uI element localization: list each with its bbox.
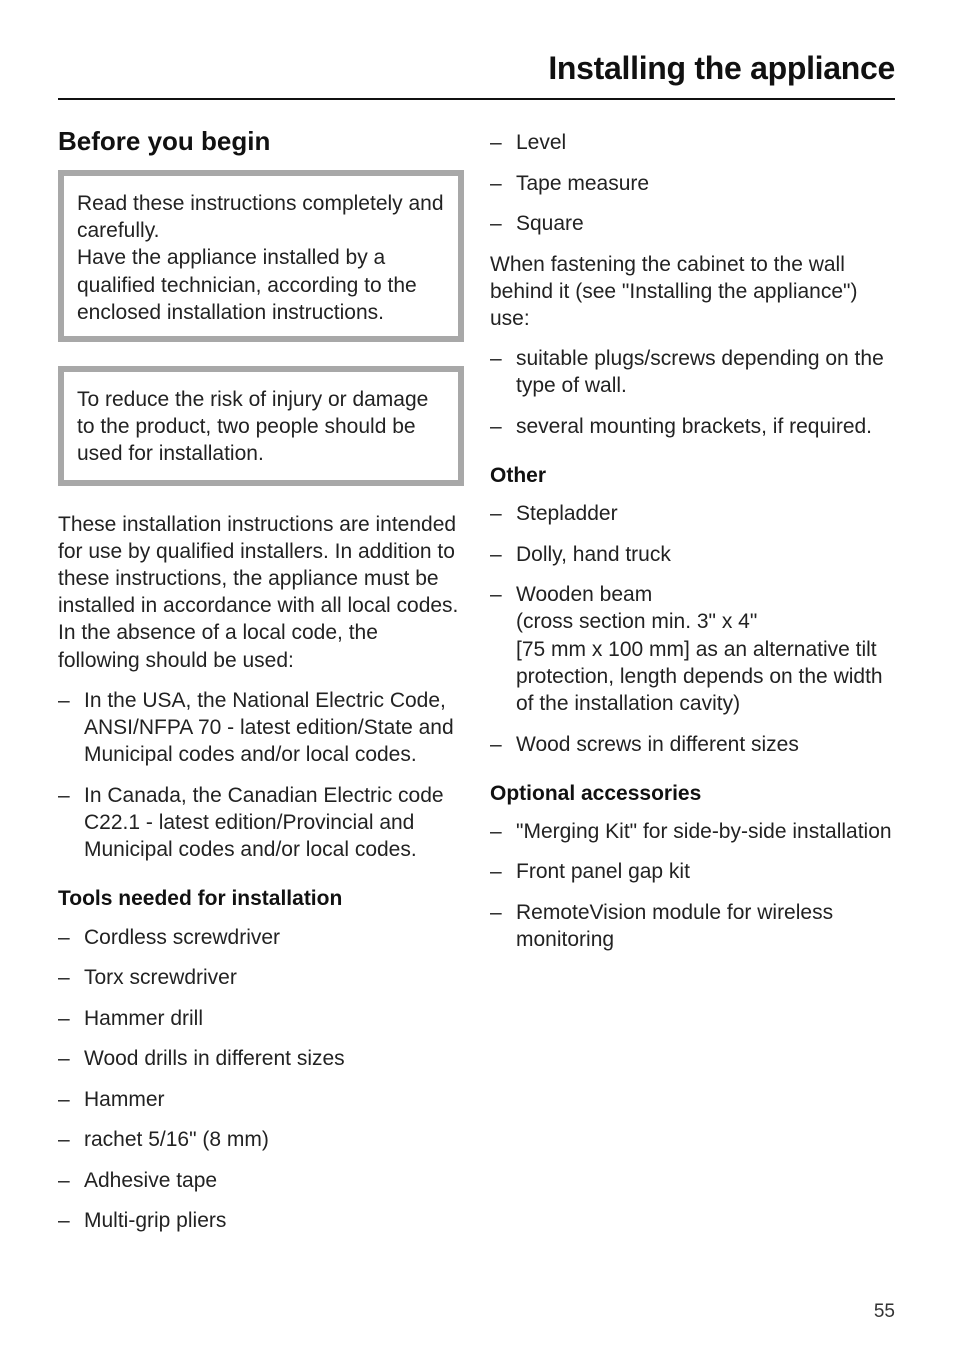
list-item: – suitable plugs/screws depending on the type of wall.	[490, 347, 884, 398]
dash-icon: –	[490, 542, 502, 566]
dash-icon: –	[490, 414, 502, 438]
section-heading-before-you-begin: Before you begin	[58, 126, 271, 156]
dash-icon: –	[58, 966, 70, 990]
dash-icon: –	[58, 1047, 70, 1071]
dash-icon: –	[490, 212, 502, 235]
dash-icon: –	[490, 900, 502, 924]
page-number: 55	[873, 1301, 895, 1322]
optional-accessories-list	[490, 818, 895, 953]
list-item: – Multi-grip pliers	[58, 1207, 464, 1234]
tools-list-continued	[490, 129, 895, 237]
dash-icon: –	[490, 171, 502, 195]
note-box-two-people: To reduce the risk of injury or damage to the product, two people should be used for installation.	[58, 366, 464, 486]
other-list	[490, 500, 895, 758]
title-divider	[58, 98, 895, 100]
note-box-instructions: Read these instructions completely and carefully. Have the appliance installed by a qualified technician, according to the enclosed installation instructions.	[58, 170, 464, 342]
fastening-list	[490, 345, 895, 440]
right-column	[490, 129, 895, 967]
list-item: – Torx screwdriver	[58, 964, 464, 991]
dash-icon: –	[490, 860, 502, 884]
list-item: – several mounting brackets, if required.	[490, 413, 895, 440]
dash-icon: –	[490, 583, 502, 607]
list-item: – Hammer	[58, 1086, 464, 1113]
list-item-code-canada: – In Canada, the Canadian Electric code C22.1 - latest edition/Provincial and Municipal codes and/or local codes.	[58, 783, 444, 862]
list-item: – rachet 5/16" (8 mm)	[58, 1126, 464, 1153]
list-item: – Dolly, hand truck	[490, 541, 895, 568]
dash-icon: –	[58, 925, 70, 949]
list-item: – Wood drills in different sizes	[58, 1045, 464, 1072]
list-item: – Square	[490, 210, 895, 237]
tools-list	[58, 924, 464, 1235]
list-item-code-usa: – In the USA, the National Electric Code, ANSI/NFPA 70 - latest edition/State and Municipal codes and/or local codes.	[58, 688, 454, 767]
dash-icon: –	[58, 1128, 70, 1152]
list-item: – Wooden beam (cross section min. 3" x 4" [75 mm x 100 mm] as an alternative tilt protection, length depends on the width of the installation cavity)	[490, 583, 883, 716]
dash-icon: –	[58, 1168, 70, 1192]
dash-icon: –	[58, 1209, 70, 1233]
optional-accessories-heading: Optional accessories	[490, 781, 702, 805]
dash-icon: –	[490, 819, 502, 843]
list-item: – Front panel gap kit	[490, 858, 895, 885]
other-heading: Other	[490, 464, 547, 488]
dash-icon: –	[58, 783, 70, 807]
dash-icon: –	[58, 1006, 70, 1030]
list-item: – Adhesive tape	[58, 1167, 464, 1194]
list-item: – Hammer drill	[58, 1005, 464, 1032]
dash-icon: –	[58, 688, 70, 712]
dash-icon: –	[490, 502, 502, 526]
list-item: – "Merging Kit" for side-by-side installation	[490, 818, 895, 845]
dash-icon: –	[490, 131, 502, 154]
list-item: – Level	[490, 129, 895, 156]
tools-heading: Tools needed for installation	[58, 887, 343, 911]
page-title: Installing the appliance	[548, 50, 895, 86]
codes-list	[58, 687, 464, 864]
dash-icon: –	[490, 347, 502, 371]
left-column	[58, 124, 464, 1248]
dash-icon: –	[490, 732, 502, 756]
dash-icon: –	[58, 1087, 70, 1111]
list-item: – Cordless screwdriver	[58, 924, 464, 951]
list-item: – RemoteVision module for wireless monitoring	[490, 900, 834, 952]
list-item: – Tape measure	[490, 170, 895, 197]
fastening-paragraph: When fastening the cabinet to the wall behind it (see "Installing the appliance") use:	[490, 252, 858, 330]
list-item: – Wood screws in different sizes	[490, 731, 895, 758]
intro-paragraph: These installation instructions are intended for use by qualified installers. In addition to these instructions, the appliance must be installed in accordance with all local codes. In the absence of a local code, the following should be used:	[58, 512, 459, 672]
list-item: – Stepladder	[490, 500, 895, 527]
